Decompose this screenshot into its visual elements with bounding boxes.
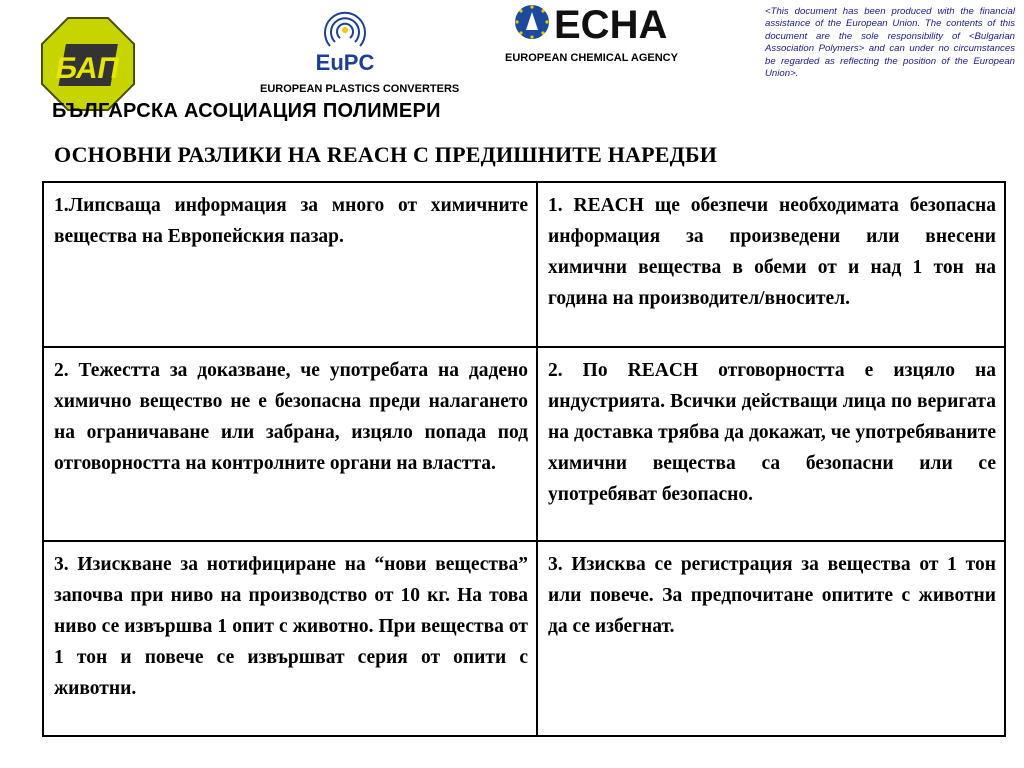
table-row <box>43 182 1005 347</box>
table-row <box>43 541 1005 736</box>
table-cell-reach: 2. По REACH отговорността е изцяло на индустрията. Всички действащи лица по веригата на доставка трябва да докажат, че употребяваните химични вещества са безопасни или се употребяват безопасно. <box>537 347 1005 541</box>
page-title: ОСНОВНИ РАЗЛИКИ НА REACH С ПРЕДИШНИТЕ НАРЕДБИ <box>54 142 718 167</box>
org-title: БЪЛГАРСКА АСОЦИАЦИЯ ПОЛИМЕРИ <box>52 100 441 122</box>
eupc-caption: EUROPEAN PLASTICS CONVERTERS <box>260 83 460 95</box>
table-row <box>43 347 1005 541</box>
echa-logo-text: ECHA <box>554 3 668 46</box>
echa-logo <box>512 0 712 46</box>
table-cell-reach: 3. Изисква се регистрация за вещества от 1 тон или повече. За предпочитане опитите с животни да се избегнат. <box>537 541 1005 736</box>
table-cell-reach: 1. REACH ще обезпечи необходимата безопасна информация за произведени или внесени химични вещества в обеми от и над 1 тон на година на производител/вносител. <box>537 182 1005 347</box>
table-cell-old: 1.Липсваща информация за много от химичните вещества на Европейския пазар. <box>43 182 537 347</box>
table-cell-old: 2. Тежестта за доказване, че употребата на дадено химично вещество не е безопасна преди налагането на ограничаване или забрана, изцяло попада под отговорността на контролните органи на властта. <box>43 347 537 541</box>
eu-disclaimer: <This document has been produced with the financial assistance of the European Union. The contents of this document are the sole responsibility of <Bulgarian Association Polymers> and can under no circumstances be regarded as reflecting the position of the European Union>. <box>765 6 1015 80</box>
eupc-logo-text: EuPC <box>315 50 375 74</box>
bap-logo-text: БАП <box>53 52 123 85</box>
echa-caption: EUROPEAN CHEMICAL AGENCY <box>505 52 678 64</box>
table-cell-old: 3. Изискване за нотифициране на “нови вещества” започва при ниво на производство от 10 кг. На това ниво се извършва 1 опит с животно. При вещества от 1 тон и повече се извършват серия от опити с животни. <box>43 541 537 736</box>
bap-logo <box>40 16 136 112</box>
comparison-table <box>42 181 1006 737</box>
eupc-logo <box>300 2 390 74</box>
